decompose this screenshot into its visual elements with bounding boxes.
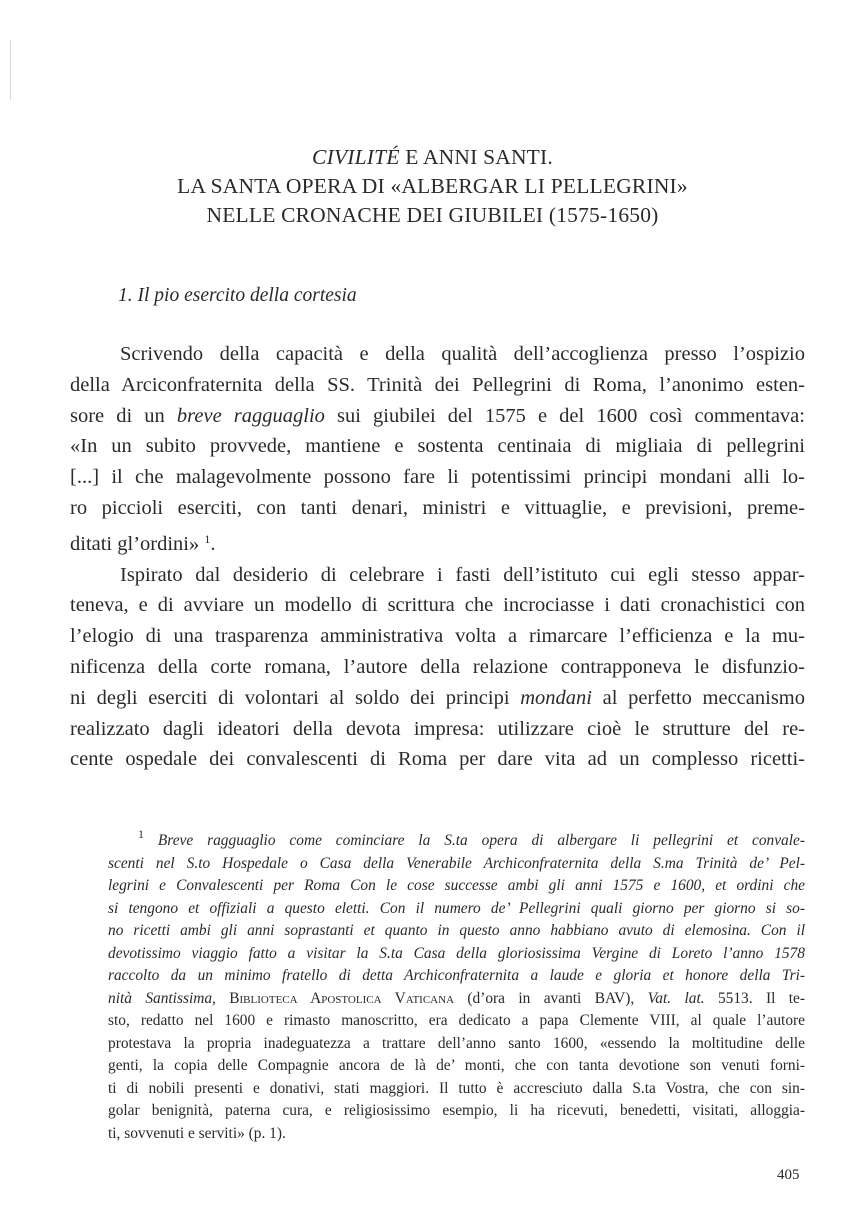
footnote-line: devotissimo viaggio fatto a visitar la S.ta Casa della gloriosissima Vergine di Loreto l’anno 1578 bbox=[108, 944, 805, 962]
footnote-line: ti, sovvenuti e serviti» (p. 1). bbox=[108, 1124, 286, 1142]
footnote-line: $^1$ Breve ragguaglio come cominciare la S.ta opera di albergare li pellegrini et convale- bbox=[138, 827, 805, 849]
paragraph-2-line: realizzato dagli ideatori della devota impresa: utilizzare cioè le strutture del re- bbox=[70, 717, 805, 740]
section-heading: 1. Il pio esercito della cortesia bbox=[118, 285, 357, 306]
footnote-line: ti di nobili presenti e donativi, stati maggiori. Il tutto è accresciuto dalla S.ta Vostra, che con sin- bbox=[108, 1079, 805, 1097]
paragraph-1-line: Scrivendo della capacità e della qualità dell’accoglienza presso l’ospizio bbox=[120, 343, 805, 365]
paragraph-1-line: sore di un breve ragguaglio sui giubilei del 1575 e del 1600 così commentava: bbox=[70, 404, 805, 427]
paragraph-2-line: nificenza della corte romana, l’autore della relazione contrapponeva le disfunzio- bbox=[70, 655, 805, 678]
paragraph-1-line: ro piccioli eserciti, con tanti denari, ministri e vittuaglie, e previsioni, preme- bbox=[70, 496, 805, 519]
paragraph-2-line: teneva, e di avviare un modello di scrittura che incrociasse i dati cronachistici con bbox=[70, 594, 805, 617]
paragraph-2-line: Ispirato dal desiderio di celebrare i fasti dell’istituto cui egli stesso appar- bbox=[120, 563, 805, 586]
paragraph-1-line: [...] il che malagevolmente possono fare li potentissimi principi mondani alli lo- bbox=[70, 466, 805, 489]
footnote-line: legrini e Convalescenti per Roma Con le cose successe ambi gli anni 1575 e 1600, et ordini che bbox=[108, 877, 805, 894]
footnote-line: si tengono et offiziali a questo eletti. Con il numero de’ Pellegrini quali giorno per giorno si so- bbox=[108, 899, 805, 917]
footnote bbox=[108, 823, 805, 1145]
paragraph-2-line: cente ospedale dei convalescenti di Roma per dare vita ad un complesso ricetti- bbox=[70, 748, 805, 771]
chapter-title bbox=[0, 143, 865, 230]
footnote-reference: 1 bbox=[204, 531, 211, 546]
footnote-line: scenti nel S.to Hospedale o Casa della Venerabile Archiconfraternita della S.ma Trinità de’ Pel- bbox=[108, 854, 805, 872]
footnote-line: no ricetti ambi gli anni soprastanti et quanto in questo anno habbiano avuto di elemosina. Con il bbox=[108, 922, 805, 939]
scan-edge-mark bbox=[10, 40, 11, 100]
title-line-2: LA SANTA OPERA DI «ALBERGAR LI PELLEGRINI» bbox=[177, 174, 688, 198]
footnote-line: sto, redatto nel 1600 e rimasto manoscritto, era dedicato a papa Clemente VIII, al quale l’autore bbox=[108, 1012, 805, 1029]
footnote-line: nità Santissima, Biblioteca Apostolica Vaticana (d’ora in avanti BAV), Vat. lat. 5513. Il te- bbox=[108, 989, 805, 1007]
title-line-1: CIVILITÉ E ANNI SANTI. bbox=[312, 145, 553, 169]
paragraph-2-line: l’elogio di una trasparenza amministrativa volta a rimarcare l’efficienza e la mu- bbox=[70, 625, 805, 648]
footnote-number: 1 bbox=[138, 827, 144, 841]
page-number: 405 bbox=[777, 1167, 800, 1183]
footnote-line: protestava la propria inadeguatezza a trattare dell’anno santo 1600, «essendo la moltitudine delle bbox=[108, 1034, 805, 1052]
footnote-line: golar benignità, paterna cura, e religiosissimo esempio, li ha ricevuti, benedetti, visitati, alloggia- bbox=[108, 1102, 805, 1119]
paragraph-1-line: della Arciconfraternita della SS. Trinità dei Pellegrini di Roma, l’anonimo esten- bbox=[70, 373, 805, 396]
paragraph-1-line: «In un subito provvede, mantiene e sostenta centinaia di migliaia di pellegrini bbox=[70, 435, 805, 458]
paragraph-2-line: ni degli eserciti di volontari al soldo dei principi mondani al perfetto meccanismo bbox=[70, 686, 806, 709]
footnote-line: genti, la copia delle Compagnie ancora de là de’ monti, che con tanta devotione son venuti forni- bbox=[108, 1057, 805, 1074]
paragraph-1-line: ditati gl’ordini» $^1$. bbox=[70, 531, 216, 555]
footnote-line: raccolto da un minimo fratello di detta Archiconfraternita a laude e gloria et honore della Tri- bbox=[108, 967, 805, 984]
title-line-3: NELLE CRONACHE DEI GIUBILEI (1575-1650) bbox=[206, 203, 659, 227]
body-text bbox=[70, 339, 805, 775]
